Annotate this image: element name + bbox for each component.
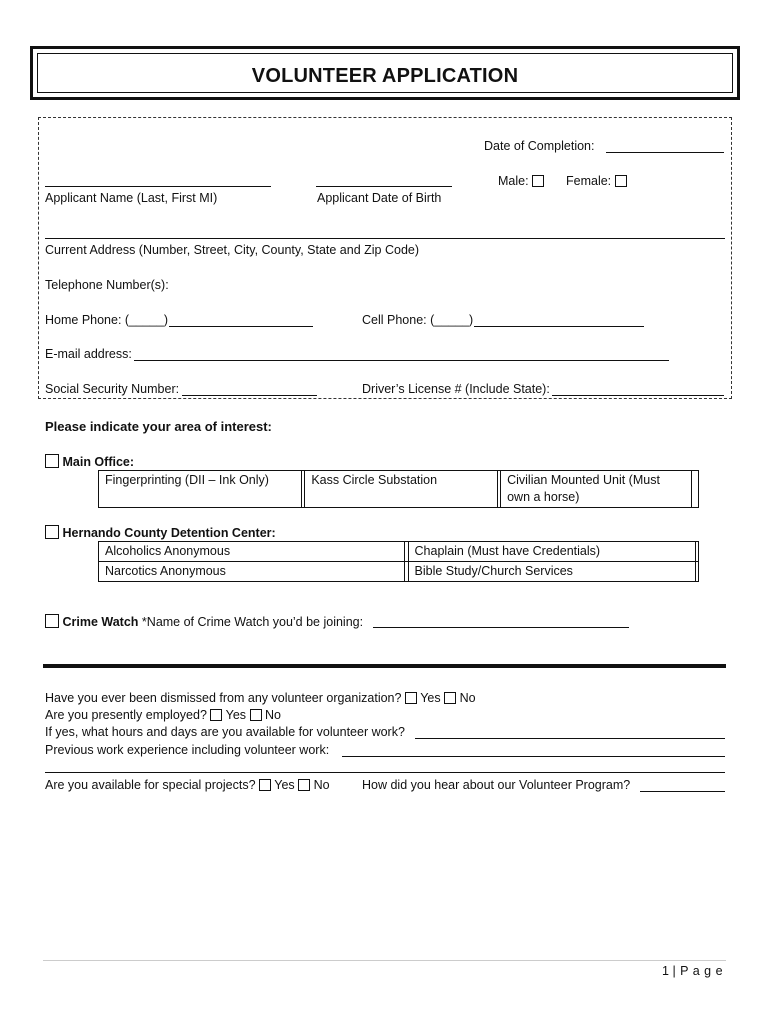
employed-yes-checkbox[interactable] — [210, 709, 222, 721]
narcotics-anonymous-cell: Narcotics Anonymous — [99, 561, 405, 581]
section-divider — [43, 664, 726, 668]
cell-phone-label: Cell Phone: (_____) — [362, 313, 474, 327]
interest-heading: Please indicate your area of interest: — [45, 419, 272, 434]
date-of-completion-label: Date of Completion: — [484, 139, 595, 153]
ssn-label: Social Security Number: — [45, 382, 180, 396]
date-of-completion-field[interactable] — [606, 152, 724, 153]
detention-center-checkbox[interactable] — [45, 525, 59, 539]
hours-question: If yes, what hours and days are you available for volunteer work? — [45, 725, 405, 739]
crime-watch-option: Crime Watch *Name of Crime Watch you’d be joining: — [45, 614, 363, 629]
main-office-table — [98, 470, 699, 508]
special-no-checkbox[interactable] — [298, 779, 310, 791]
fingerprinting-cell: Fingerprinting (DII – Ink Only) — [99, 471, 302, 508]
crime-watch-checkbox[interactable] — [45, 614, 59, 628]
special-projects-question: Are you available for special projects? Yes No — [45, 778, 330, 792]
mounted-unit-checkbox-cell[interactable] — [691, 471, 698, 508]
address-field[interactable] — [45, 238, 725, 239]
experience-question: Previous work experience including volunteer work: — [45, 743, 330, 757]
hours-field[interactable] — [415, 738, 725, 739]
page-number: 1 | P a g e — [662, 964, 724, 978]
experience-field[interactable] — [342, 756, 725, 757]
female-label: Female: — [566, 174, 627, 188]
email-field[interactable] — [134, 360, 669, 361]
applicant-dob-field[interactable] — [316, 186, 452, 187]
home-phone-field[interactable] — [169, 326, 313, 327]
detention-table — [98, 541, 699, 582]
employed-question: Are you presently employed? Yes No — [45, 708, 281, 722]
page-title: VOLUNTEER APPLICATION — [251, 65, 519, 87]
email-label: E-mail address: — [45, 347, 132, 361]
experience-field-line-2[interactable] — [45, 772, 725, 773]
title-frame — [30, 46, 740, 100]
female-checkbox[interactable] — [615, 175, 627, 187]
detention-center-option: Hernando County Detention Center: — [45, 525, 276, 540]
male-checkbox[interactable] — [532, 175, 544, 187]
drivers-license-label: Driver’s License # (Include State): — [362, 382, 550, 396]
applicant-info-box — [38, 117, 732, 399]
drivers-license-field[interactable] — [552, 395, 724, 396]
bible-study-cell: Bible Study/Church Services — [408, 561, 695, 581]
main-office-option: Main Office: — [45, 454, 134, 469]
footer-rule — [43, 960, 726, 961]
telephone-label: Telephone Number(s): — [45, 278, 169, 292]
dismissed-yes-checkbox[interactable] — [405, 692, 417, 704]
bible-study-checkbox-cell[interactable] — [695, 561, 698, 581]
mounted-unit-cell: Civilian Mounted Unit (Must own a horse) — [501, 471, 692, 508]
applicant-name-field[interactable] — [45, 186, 271, 187]
dismissed-no-checkbox[interactable] — [444, 692, 456, 704]
home-phone-label: Home Phone: (_____) — [45, 313, 168, 327]
male-label: Male: — [498, 174, 544, 188]
special-yes-checkbox[interactable] — [259, 779, 271, 791]
dismissed-question: Have you ever been dismissed from any volunteer organization? Yes No — [45, 691, 476, 705]
ssn-field[interactable] — [182, 395, 317, 396]
applicant-dob-label: Applicant Date of Birth — [317, 191, 442, 205]
applicant-name-label: Applicant Name (Last, First MI) — [45, 191, 218, 205]
cell-phone-field[interactable] — [474, 326, 644, 327]
chaplain-cell: Chaplain (Must have Credentials) — [408, 542, 695, 562]
heard-field[interactable] — [640, 791, 725, 792]
address-label: Current Address (Number, Street, City, County, State and Zip Code) — [45, 243, 420, 257]
kass-circle-cell: Kass Circle Substation — [305, 471, 498, 508]
crime-watch-name-field[interactable] — [373, 627, 629, 628]
heard-question: How did you hear about our Volunteer Program? — [362, 778, 631, 792]
alcoholics-anonymous-cell: Alcoholics Anonymous — [99, 542, 405, 562]
chaplain-checkbox-cell[interactable] — [695, 542, 698, 562]
employed-no-checkbox[interactable] — [250, 709, 262, 721]
main-office-checkbox[interactable] — [45, 454, 59, 468]
